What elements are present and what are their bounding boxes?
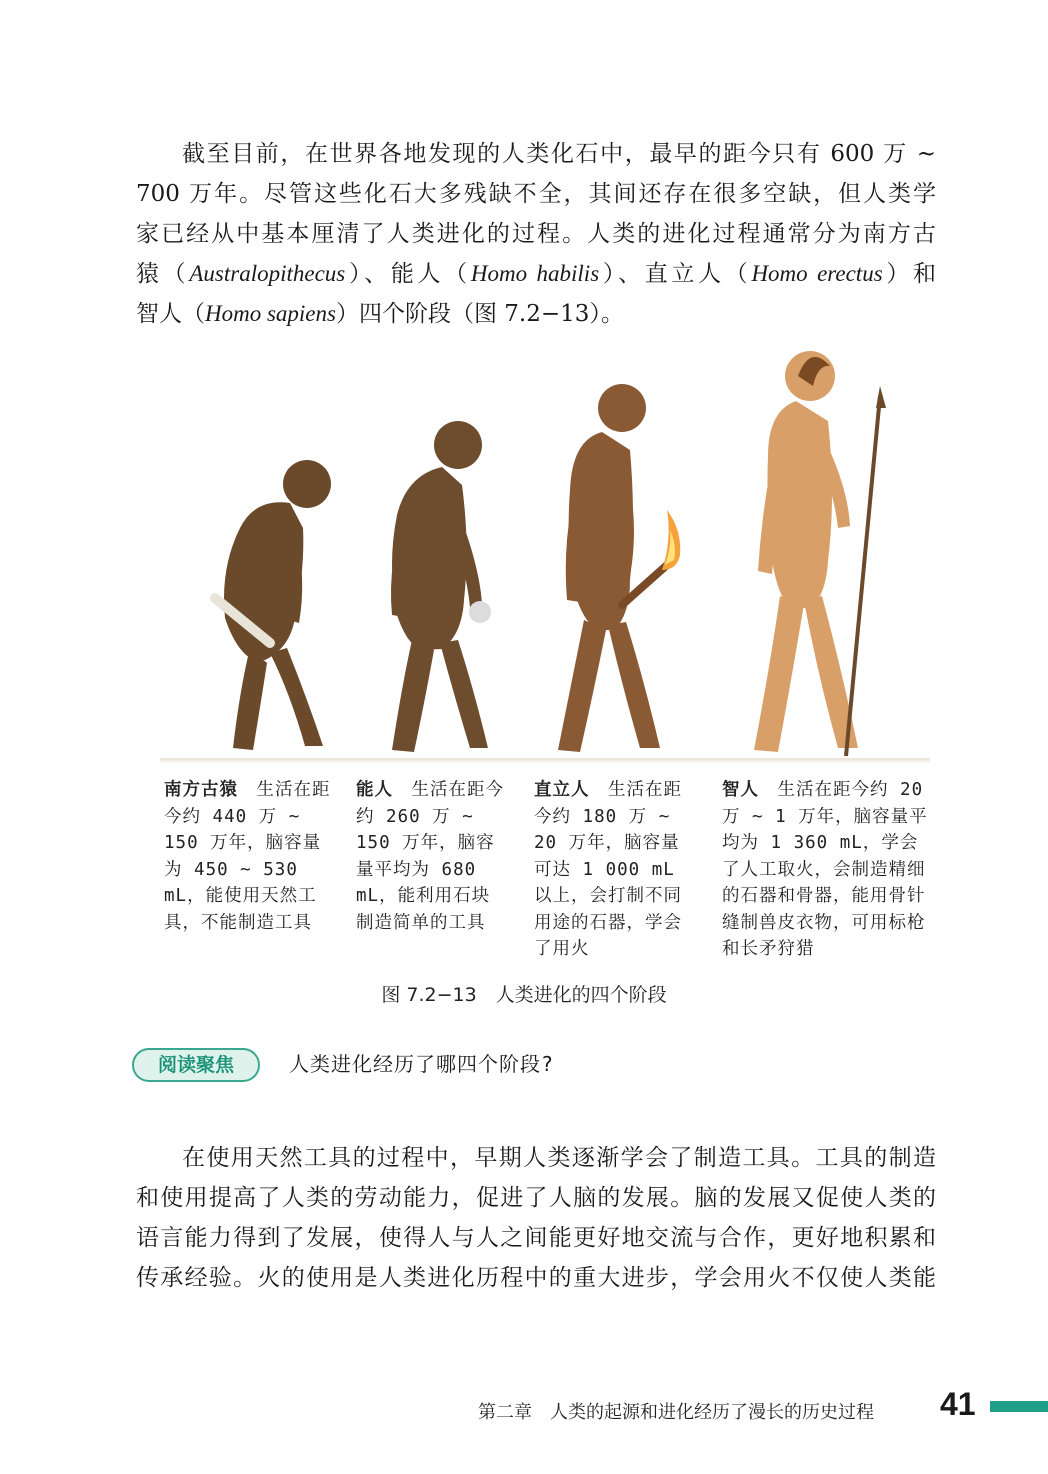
paragraph-line: 传承经验。火的使用是人类进化历程中的重大进步，学会用火不仅使人类能 [136, 1265, 936, 1291]
caption-homo-habilis [356, 777, 508, 936]
paragraph-line: 700 万年。尽管这些化石大多残缺不全，其间还存在很多空缺，但人类学 [136, 181, 936, 207]
paragraph-line: 在使用天然工具的过程中，早期人类逐渐学会了制造工具。工具的制造 [182, 1145, 936, 1171]
text-fragment: ）、直立人（ [599, 261, 752, 287]
scientific-name: Australopithecus [189, 261, 346, 286]
scientific-name: Homo erectus [751, 261, 883, 286]
stage-description: 生活在距今约 20 万 ~ 1 万年，脑容量平均为 1 360 mL，学会了人工取火，会制造精细的石器和骨器，能用骨针缝制兽皮衣物，可用标枪和长矛狩猎 [722, 780, 928, 959]
caption-homo-sapiens [722, 777, 932, 963]
footer-accent-bar [990, 1401, 1048, 1412]
scientific-name: Homo habilis [470, 261, 600, 286]
homo-habilis-figure [362, 415, 512, 760]
homo-erectus-figure [522, 380, 692, 760]
page-number: 41 [940, 1386, 976, 1422]
paragraph-line: 截至目前，在世界各地发现的人类化石中，最早的距今只有 600 万 ~ [182, 141, 936, 167]
text-fragment: 猿（ [136, 261, 190, 287]
stage-description: 生活在距今约 440 万 ~ 150 万年，脑容量为 450 ~ 530 mL，能使用天然工具，不能制造工具 [164, 780, 331, 933]
stage-name: 南方古猿 [164, 780, 238, 800]
chapter-title: 第二章 人类的起源和进化经历了漫长的历史过程 [478, 1402, 874, 1423]
paragraph-line [136, 254, 936, 294]
text-fragment: 智人（ [136, 301, 205, 327]
caption-homo-erectus [534, 777, 686, 963]
text-fragment: ）和 [882, 261, 937, 287]
figure-caption: 图 7.2−13 人类进化的四个阶段 [381, 984, 667, 1006]
stage-name: 智人 [722, 780, 759, 800]
paragraph-line: 和使用提高了人类的劳动能力，促进了人脑的发展。脑的发展又促使人类的 [136, 1185, 936, 1211]
scientific-name: Homo sapiens [205, 301, 336, 326]
paragraph-line: 语言能力得到了发展，使得人与人之间能更好地交流与合作，更好地积累和 [136, 1225, 936, 1251]
evolution-illustration [150, 340, 940, 770]
stage-name: 直立人 [534, 780, 590, 800]
australopithecus-figure [195, 448, 345, 760]
paragraph-tools [136, 1138, 936, 1298]
paragraph-line [136, 294, 936, 334]
paragraph-intro [136, 134, 936, 334]
text-fragment: ）、能人（ [345, 261, 471, 287]
reading-focus-question: 人类进化经历了哪四个阶段? [289, 1052, 555, 1076]
homo-sapiens-figure [718, 346, 908, 761]
stage-name: 能人 [356, 780, 393, 800]
stage-description: 生活在距今约 260 万 ~ 150 万年，脑容量平均为 680 mL，能利用石块制造简单的工具 [356, 780, 504, 933]
paragraph-line: 家已经从中基本厘清了人类进化的过程。人类的进化过程通常分为南方古 [136, 221, 936, 247]
text-fragment: ）四个阶段（图 7.2−13）。 [335, 301, 624, 327]
stage-description: 生活在距今约 180 万 ~ 20 万年，脑容量可达 1 000 mL 以上，会打制不同用途的石器，学会了用火 [534, 780, 682, 959]
caption-australopithecus [164, 777, 336, 936]
reading-focus-badge: 阅读聚焦 [132, 1048, 260, 1082]
